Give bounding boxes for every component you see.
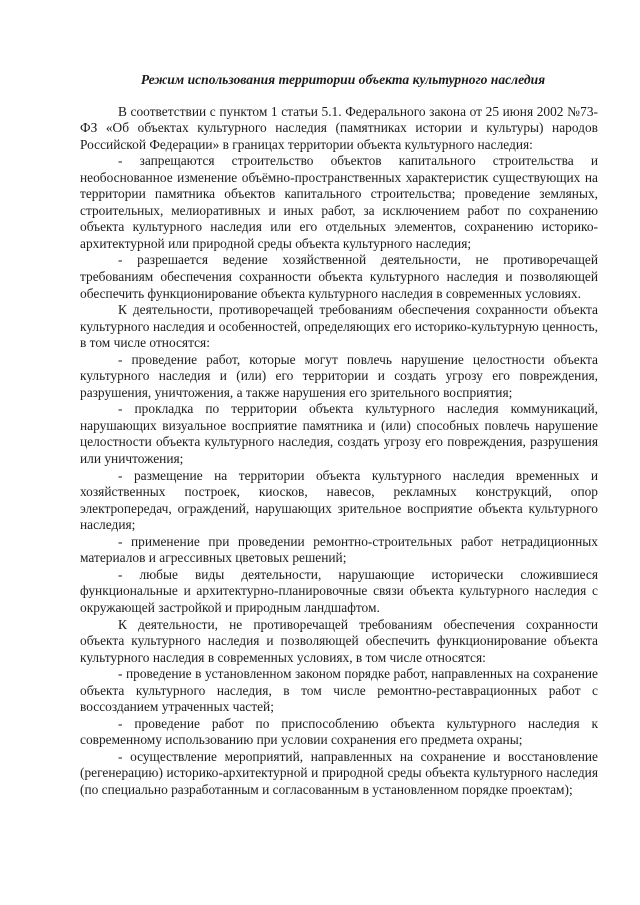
list-item-materials: - применение при проведении ремонтно-строительных работ нетрадиционных материалов и агрессивных цветовых решений; <box>80 533 598 566</box>
document-page <box>80 72 598 799</box>
list-item-environment-measures: - осуществление мероприятий, направленных на сохранение и восстановление (регенерацию) историко-архитектурной и природной среды объекта культурного наследия (по специально разработанным и согласованным в установленном порядке проектам); <box>80 748 598 797</box>
list-item-adaptation-works: - проведение работ по приспособлению объекта культурного наследия к современному использованию при условии сохранения его предмета охраны; <box>80 715 598 748</box>
list-item-allowed-activity: - разрешается ведение хозяйственной деятельности, не противоречащей требованиям обеспечения сохранности объекта культурного наследия и позволяющей обеспечить функционирование объекта культурного наследия в современных условиях. <box>80 252 598 301</box>
paragraph-intro: В соответствии с пунктом 1 статьи 5.1. Федерального закона от 25 июня 2002 №73-ФЗ «Об объектах культурного наследия (памятниках истории и культуры) народов Российской Федерации» в границах территории объекта культурного наследия: <box>80 103 598 152</box>
list-item-works-damage: - проведение работ, которые могут повлечь нарушение целостности объекта культурного наследия и (или) его территории и создать угрозу его повреждения, разрушения, уничтожения, а также нарушения его зрительного восприятия; <box>80 351 598 400</box>
list-item-communications: - прокладка по территории объекта культурного наследия коммуникаций, нарушающих визуальное восприятие памятника и (или) способных повлечь нарушение целостности объекта культурного наследия, создать угрозу его повреждения, разрушения или уничтожения; <box>80 401 598 467</box>
list-item-any-activity: - любые виды деятельности, нарушающие исторически сложившиеся функциональные и архитектурно-планировочные связи объекта культурного наследия с окружающей застройкой и природным ландшафтом. <box>80 566 598 615</box>
list-item-preservation-works: - проведение в установленном законом порядке работ, направленных на сохранение объекта культурного наследия, в том числе ремонтно-реставрационных работ с воссозданием утраченных частей; <box>80 666 598 715</box>
document-title: Режим использования территории объекта культурного наследия <box>140 72 546 87</box>
paragraph-contrary-activity: К деятельности, противоречащей требованиям обеспечения сохранности объекта культурного наследия и особенностей, определяющих его историко-культурную ценность, в том числе относятся: <box>80 302 598 351</box>
list-item-prohibited-construction: - запрещаются строительство объектов капитального строительства и необоснованное изменение объёмно-пространственных характеристик существующих на территории памятника объектов капитального строительства; проведение земляных, строительных, мелиоративных и иных работ, за исключением работ по сохранению объекта культурного наследия или его отдельных элементов, сохранению историко-архитектурной или природной среды объекта культурного наследия; <box>80 153 598 251</box>
list-item-temporary-buildings: - размещение на территории объекта культурного наследия временных и хозяйственных построек, киосков, навесов, рекламных конструкций, опор электропередач, ограждений, нарушающих зрительное восприятие объекта культурного наследия; <box>80 467 598 533</box>
paragraph-non-contrary-activity: К деятельности, не противоречащей требованиям обеспечения сохранности объекта культурного наследия и позволяющей обеспечить функционирование объекта культурного наследия в современных условиях, в том числе относятся: <box>80 616 598 665</box>
